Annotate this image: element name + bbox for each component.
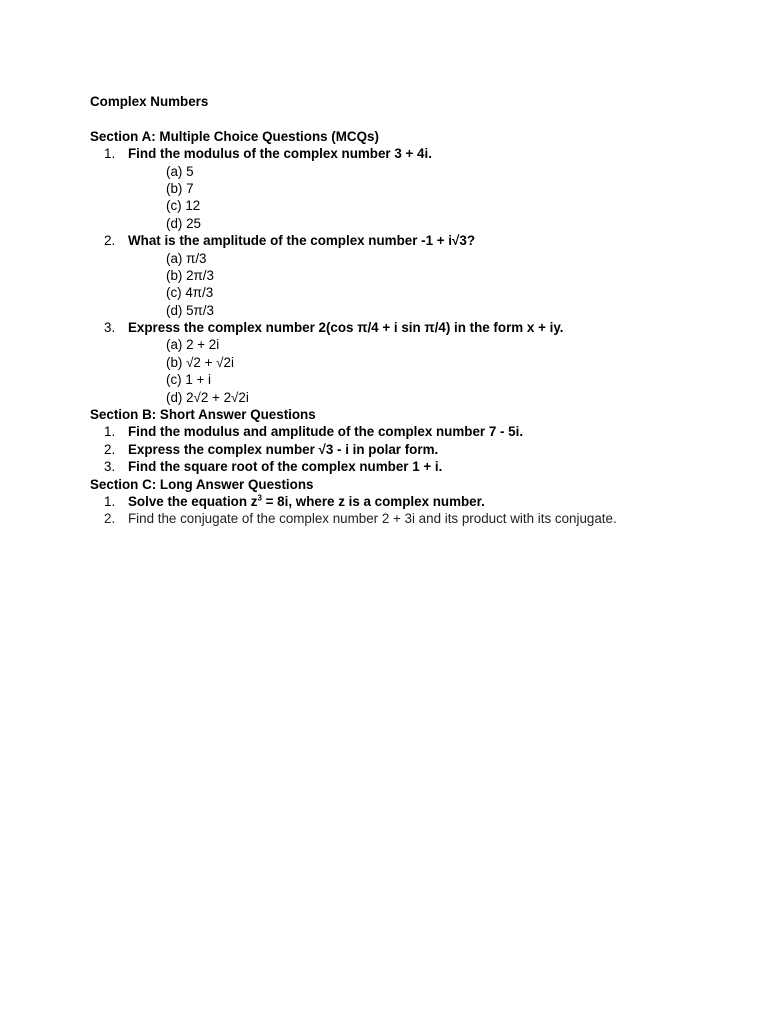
question-text: Find the modulus and amplitude of the complex number 7 - 5i. [128,424,524,440]
question-text: Find the conjugate of the complex number 2 + 3i and its product with its conjugate. [128,511,617,527]
question-number: 1. [104,493,116,509]
question-number: 2. [104,511,116,527]
question-number: 1. [104,424,116,440]
section-c-heading: Section C: Long Answer Questions [90,476,314,492]
mcq-option: (d) 25 [166,215,201,231]
question-text: Express the complex number 2(cos π/4 + i sin π/4) in the form x + iy. [128,320,564,336]
question-number: 3. [104,459,116,475]
mcq-question-3 [90,319,730,336]
question-number: 1. [104,146,116,162]
document-title: Complex Numbers [90,94,209,109]
section-a-heading: Section A: Multiple Choice Questions (MCQs) [90,128,379,144]
long-question-2 [90,510,730,527]
mcq-option: (d) 5π/3 [166,302,214,318]
mcq-question-1 [90,145,730,162]
question-text: Find the square root of the complex number 1 + i. [128,459,443,475]
question-text: Find the modulus of the complex number 3 + 4i. [128,146,432,162]
section-b-heading: Section B: Short Answer Questions [90,407,316,423]
question-text-end: = 8i, where z is a complex number. [261,493,485,509]
question-number: 3. [104,320,116,336]
question-text [128,494,485,509]
question-text-start: Solve the equation z [128,493,258,509]
short-question-3 [90,458,730,475]
mcq-option: (b) 7 [166,180,194,196]
question-text: Express the complex number √3 - i in polar form. [128,441,439,457]
spacer [90,110,730,127]
exponent: 3 [257,493,262,503]
mcq-option: (a) π/3 [166,250,207,266]
mcq-option: (b) 2π/3 [166,267,214,283]
short-question-1 [90,423,730,440]
mcq-option: (a) 5 [166,163,194,179]
long-question-1 [90,493,730,510]
question-number: 2. [104,441,116,457]
mcq-option: (c) 4π/3 [166,285,214,301]
mcq-option: (c) 12 [166,198,201,214]
mcq-option: (d) 2√2 + 2√2i [166,389,249,405]
document-content [90,93,730,528]
question-text: What is the amplitude of the complex number -1 + i√3? [128,233,475,249]
short-question-2 [90,441,730,458]
mcq-option: (b) √2 + √2i [166,354,234,370]
mcq-option: (a) 2 + 2i [166,337,220,353]
mcq-option: (c) 1 + i [166,372,212,388]
mcq-question-2 [90,232,730,249]
question-number: 2. [104,233,116,249]
